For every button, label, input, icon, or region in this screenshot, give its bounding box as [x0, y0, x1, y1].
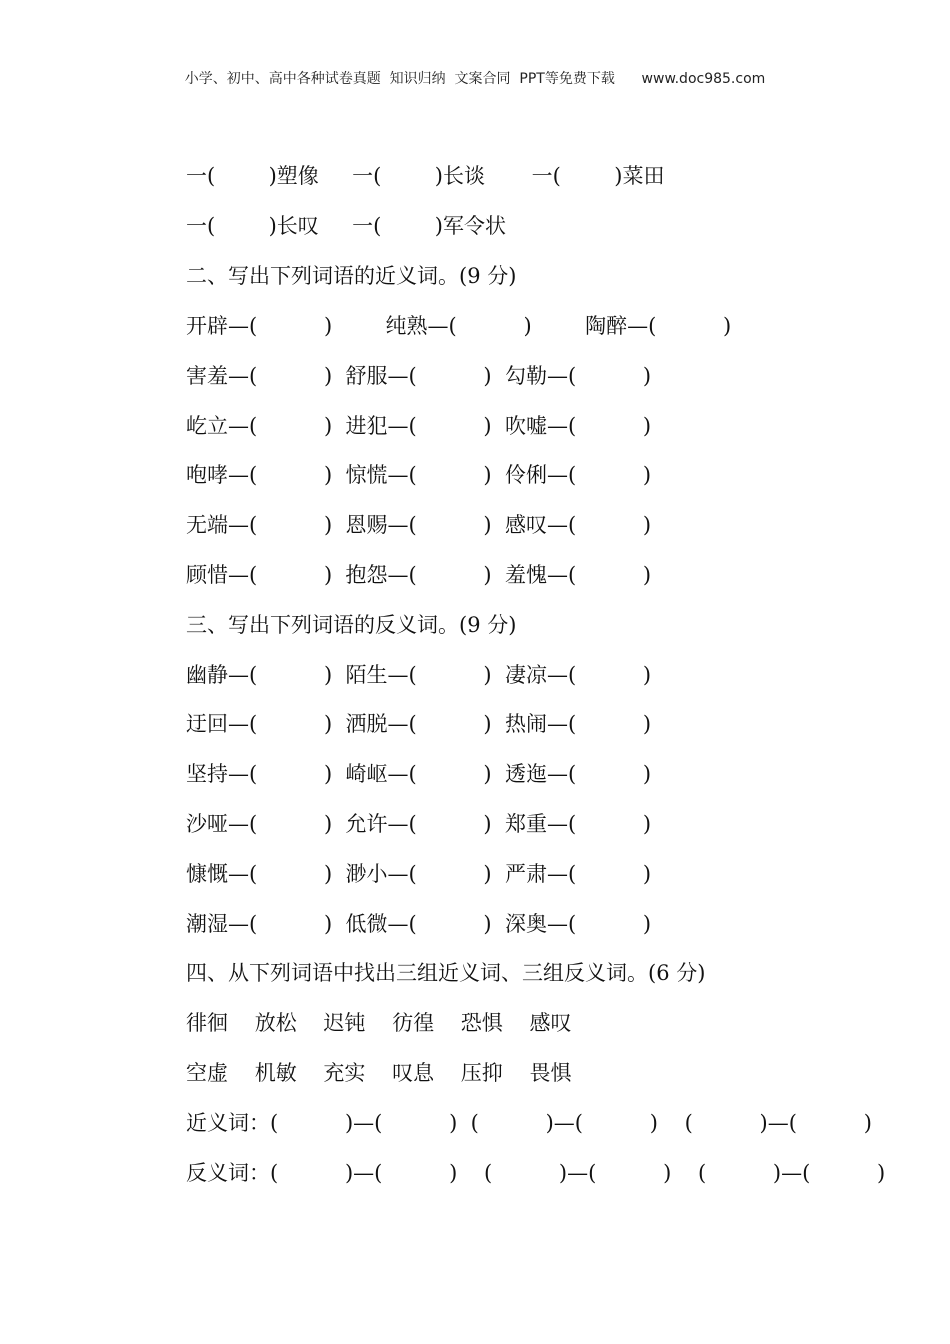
antonym-row-1: 幽静—( ) 陌生—( ) 凄凉—( )	[186, 663, 652, 687]
section-2-heading: 二、写出下列词语的近义词。(9 分)	[186, 264, 517, 288]
measure-word-row-1: 一( )塑像 一( )长谈 一( )菜田	[186, 164, 665, 188]
synonym-row-5: 无端—( ) 恩赐—( ) 感叹—( )	[186, 513, 652, 537]
antonym-row-4: 沙哑—( ) 允许—( ) 郑重—( )	[186, 812, 652, 836]
synonym-row-2: 害羞—( ) 舒服—( ) 勾勒—( )	[186, 364, 652, 388]
antonym-row-6: 潮湿—( ) 低微—( ) 深奥—( )	[186, 912, 652, 936]
measure-word-row-2: 一( )长叹 一( )军令状	[186, 214, 506, 238]
section-3-heading: 三、写出下列词语的反义词。(9 分)	[186, 613, 517, 637]
page-header-banner: 小学、初中、高中各种试卷真题 知识归纳 文案合同 PPT等免费下载 www.doc985.com	[184, 71, 766, 87]
antonym-row-3: 坚持—( ) 崎岖—( ) 透迤—( )	[186, 762, 652, 786]
word-bank-row-2: 空虚 机敏 充实 叹息 压抑 畏惧	[186, 1061, 572, 1085]
antonym-answer-line: 反义词：( )—( ) ( )—( ) ( )—( )	[186, 1161, 886, 1185]
synonym-row-1: 开辟—( ) 纯熟—( ) 陶醉—( )	[186, 314, 732, 338]
antonym-row-5: 慷慨—( ) 渺小—( ) 严肃—( )	[186, 862, 652, 886]
synonym-row-6: 顾惜—( ) 抱怨—( ) 羞愧—( )	[186, 563, 652, 587]
synonym-row-4: 咆哮—( ) 惊慌—( ) 伶俐—( )	[186, 463, 652, 487]
word-bank-row-1: 徘徊 放松 迟钝 彷徨 恐惧 感叹	[186, 1011, 572, 1035]
synonym-row-3: 屹立—( ) 进犯—( ) 吹嘘—( )	[186, 414, 652, 438]
synonym-answer-line: 近义词：( )—( ) ( )—( ) ( )—( )	[186, 1111, 872, 1135]
antonym-row-2: 迂回—( ) 洒脱—( ) 热闹—( )	[186, 712, 652, 736]
section-4-heading: 四、从下列词语中找出三组近义词、三组反义词。(6 分)	[186, 961, 706, 985]
